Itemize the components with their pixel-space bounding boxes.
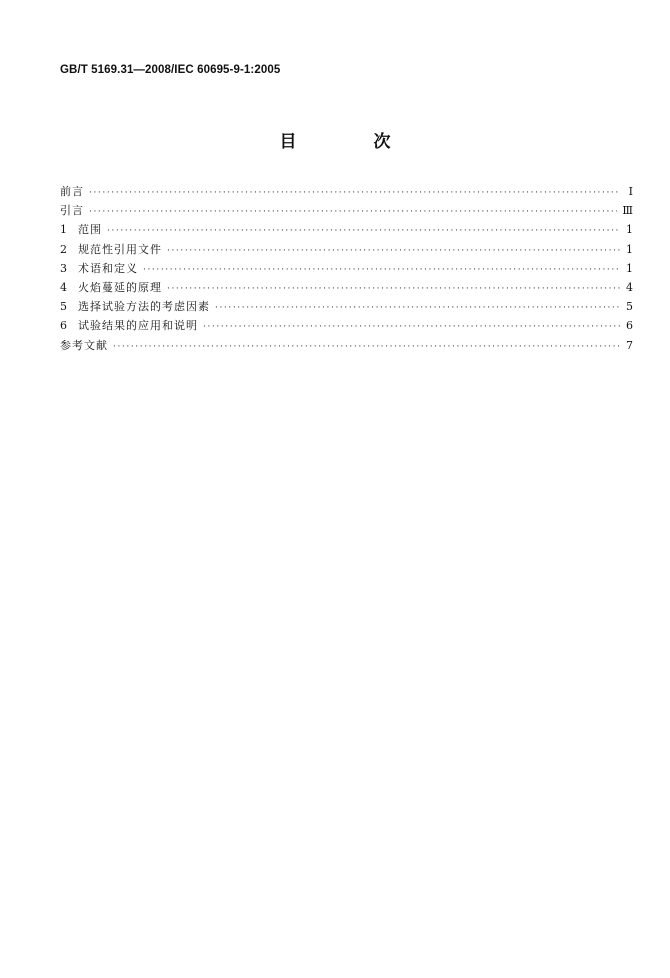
toc-entry-label: 试验结果的应用和说明	[78, 319, 198, 333]
toc-leader-dots	[167, 242, 620, 261]
toc-leader-dots	[203, 318, 620, 337]
toc-entry-number: 3	[60, 261, 67, 275]
toc-entry-label: 火焰蔓延的原理	[78, 280, 162, 294]
toc-entry-number: 1	[60, 223, 67, 237]
toc-entry-label: 前言	[60, 185, 84, 198]
toc-entry-scope[interactable]	[60, 220, 633, 239]
toc-entry-results-application[interactable]	[60, 316, 633, 335]
toc-entry-number: 6	[60, 319, 67, 333]
toc-entry-page: Ⅰ	[628, 185, 633, 198]
toc-leader-dots	[89, 203, 617, 222]
toc-entry-label: 范围	[78, 223, 102, 237]
table-of-contents	[60, 182, 633, 355]
toc-entry-page: 5	[626, 300, 633, 314]
toc-entry-flame-spread-principles[interactable]	[60, 278, 633, 297]
toc-entry-page: 1	[626, 261, 633, 275]
toc-entry-page: Ⅲ	[622, 204, 633, 218]
toc-entry-label: 术语和定义	[78, 261, 138, 275]
toc-entry-page: 1	[626, 223, 633, 237]
toc-entry-label: 引言	[60, 204, 84, 218]
toc-entry-label: 规范性引用文件	[78, 242, 162, 256]
toc-leader-dots	[107, 222, 620, 241]
toc-entry-number: 4	[60, 280, 67, 294]
toc-leader-dots	[113, 338, 620, 357]
toc-leader-dots	[167, 280, 620, 299]
toc-entry-page: 4	[626, 280, 633, 294]
toc-entry-number: 2	[60, 242, 67, 256]
toc-entry-introduction[interactable]	[60, 201, 633, 220]
toc-entry-foreword[interactable]	[60, 182, 633, 201]
toc-entry-page: 6	[626, 319, 633, 333]
toc-entry-label: 选择试验方法的考虑因素	[78, 300, 210, 314]
standard-header: GB/T 5169.31—2008/IEC 60695-9-1:2005	[60, 64, 281, 76]
toc-entry-page: 7	[626, 338, 633, 352]
toc-entry-page: 1	[626, 242, 633, 256]
toc-entry-terms-definitions[interactable]	[60, 259, 633, 278]
toc-leader-dots	[143, 261, 620, 280]
toc-entry-label: 参考文献	[60, 338, 108, 352]
toc-entry-test-method-considerations[interactable]	[60, 297, 633, 316]
toc-leader-dots	[89, 184, 620, 203]
page-title: 目 次	[279, 132, 421, 152]
toc-entry-number: 5	[60, 300, 67, 314]
toc-entry-bibliography[interactable]	[60, 336, 633, 355]
toc-entry-normative-references[interactable]	[60, 240, 633, 259]
toc-leader-dots	[215, 299, 620, 318]
